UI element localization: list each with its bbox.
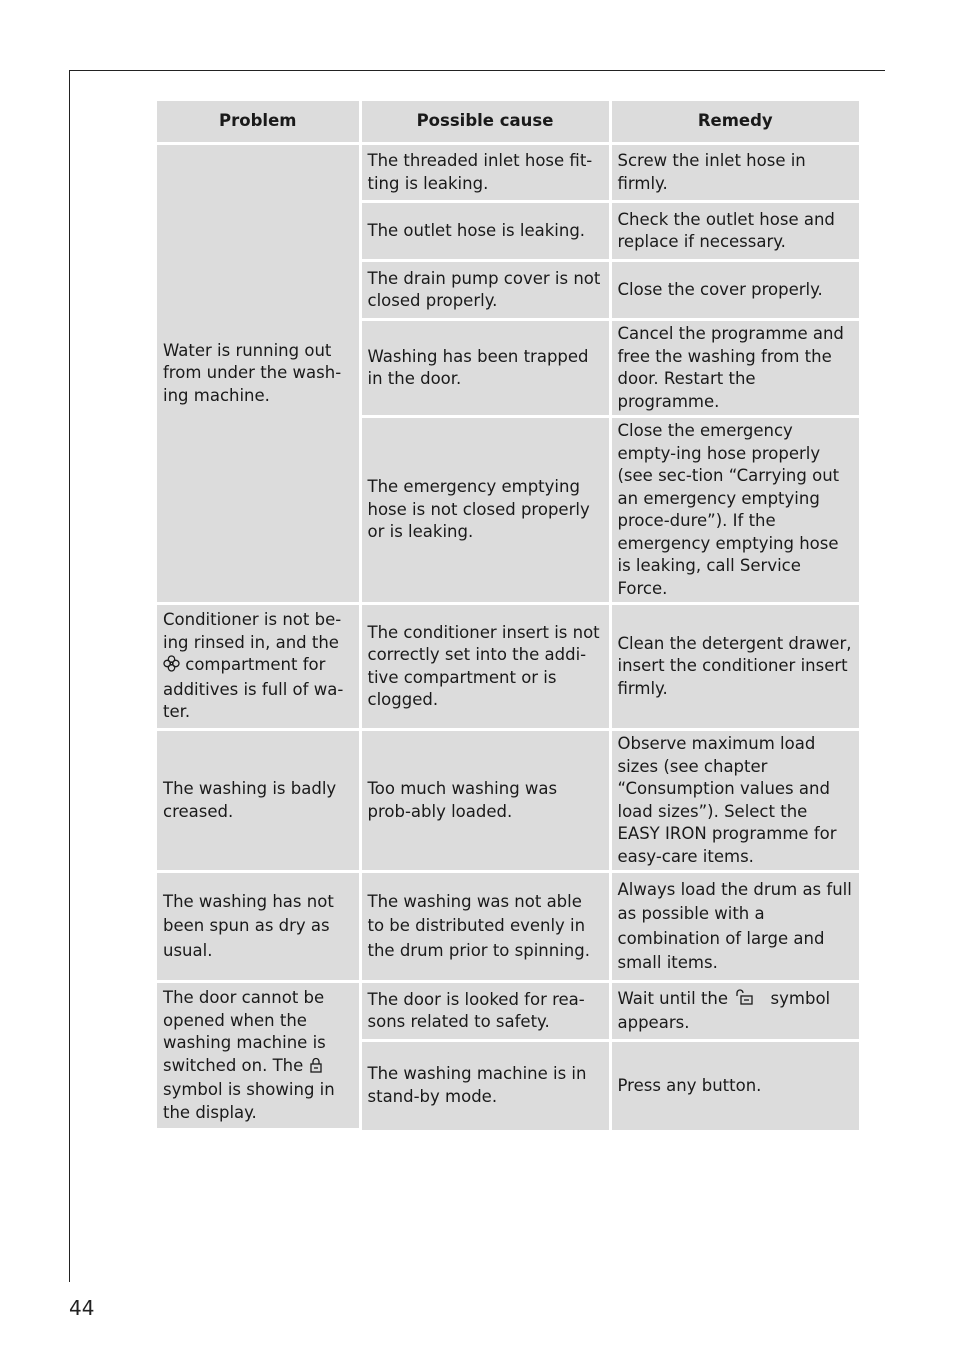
- remedy-cell: Observe maximum load sizes (see chapter “Consumption values and load sizes”). Select the EASY IRON programme for easy-care items.: [610, 730, 859, 872]
- top-rule: [69, 70, 885, 71]
- cause-cell: The emergency emptying hose is not closed properly or is leaking.: [360, 417, 610, 604]
- header-problem: Problem: [157, 101, 360, 144]
- cause-cell: The washing machine is in stand-by mode.: [360, 1041, 610, 1130]
- problem-text-start: The door cannot be opened when the washing machine is switched on. The: [163, 988, 326, 1075]
- door-locked-icon: [309, 1057, 323, 1080]
- table-row: [157, 872, 859, 982]
- cause-cell: The washing was not able to be distributed evenly in the drum prior to spinning.: [360, 872, 610, 982]
- remedy-text-end: symbol appears.: [617, 988, 831, 1032]
- header-remedy: Remedy: [610, 101, 859, 144]
- remedy-cell: Always load the drum as full as possible with a combination of large and small items.: [610, 872, 859, 982]
- problem-cell: [157, 604, 360, 730]
- table-row: [157, 604, 859, 730]
- cause-cell: The threaded inlet hose fit-ting is leaking.: [360, 144, 610, 202]
- cause-cell: Too much washing was prob-ably loaded.: [360, 730, 610, 872]
- remedy-cell: Close the cover properly.: [610, 261, 859, 320]
- remedy-cell: Close the emergency empty-ing hose properly (see sec-tion “Carrying out an emergency emptying proce-dure”). If the emergency emptying hose is leaking, call Service Force.: [610, 417, 859, 604]
- remedy-cell: Check the outlet hose and replace if necessary.: [610, 202, 859, 261]
- problem-cell: The washing has not been spun as dry as usual.: [157, 872, 360, 982]
- flower-additive-icon: [163, 655, 180, 679]
- cause-cell: Washing has been trapped in the door.: [360, 320, 610, 417]
- problem-cell: Water is running out from under the wash-ing machine.: [157, 144, 360, 604]
- cause-cell: The conditioner insert is not correctly set into the addi-tive compartment or is clogged.: [360, 604, 610, 730]
- problem-text-end: symbol is showing in the display.: [163, 1080, 335, 1122]
- remedy-cell: Screw the inlet hose in firmly.: [610, 144, 859, 202]
- remedy-cell: Press any button.: [610, 1041, 859, 1130]
- remedy-cell: Cancel the programme and free the washing from the door. Restart the programme.: [610, 320, 859, 417]
- header-possible-cause: Possible cause: [360, 101, 610, 144]
- door-unlocked-icon: [735, 989, 755, 1013]
- problem-text-start: Conditioner is not be-ing rinsed in, and the: [163, 610, 342, 652]
- problem-text-end: compartment for additives is full of wa-ter.: [163, 655, 344, 722]
- cause-cell: The door is looked for rea-sons related to safety.: [360, 982, 610, 1041]
- remedy-cell: Clean the detergent drawer, insert the conditioner insert firmly.: [610, 604, 859, 730]
- table-row: [157, 730, 859, 872]
- troubleshooting-table: [157, 101, 859, 1131]
- problem-cell: The washing is badly creased.: [157, 730, 360, 872]
- problem-cell: [157, 982, 360, 1130]
- header-row: [157, 101, 859, 144]
- table-row: [157, 144, 859, 202]
- remedy-text-start: Wait until the: [617, 988, 729, 1008]
- remedy-cell: [610, 982, 859, 1041]
- table-row: [157, 982, 859, 1041]
- left-margin-rule: [69, 70, 70, 1282]
- cause-cell: The drain pump cover is not closed properly.: [360, 261, 610, 320]
- cause-cell: The outlet hose is leaking.: [360, 202, 610, 261]
- page-number: 44: [69, 1296, 95, 1320]
